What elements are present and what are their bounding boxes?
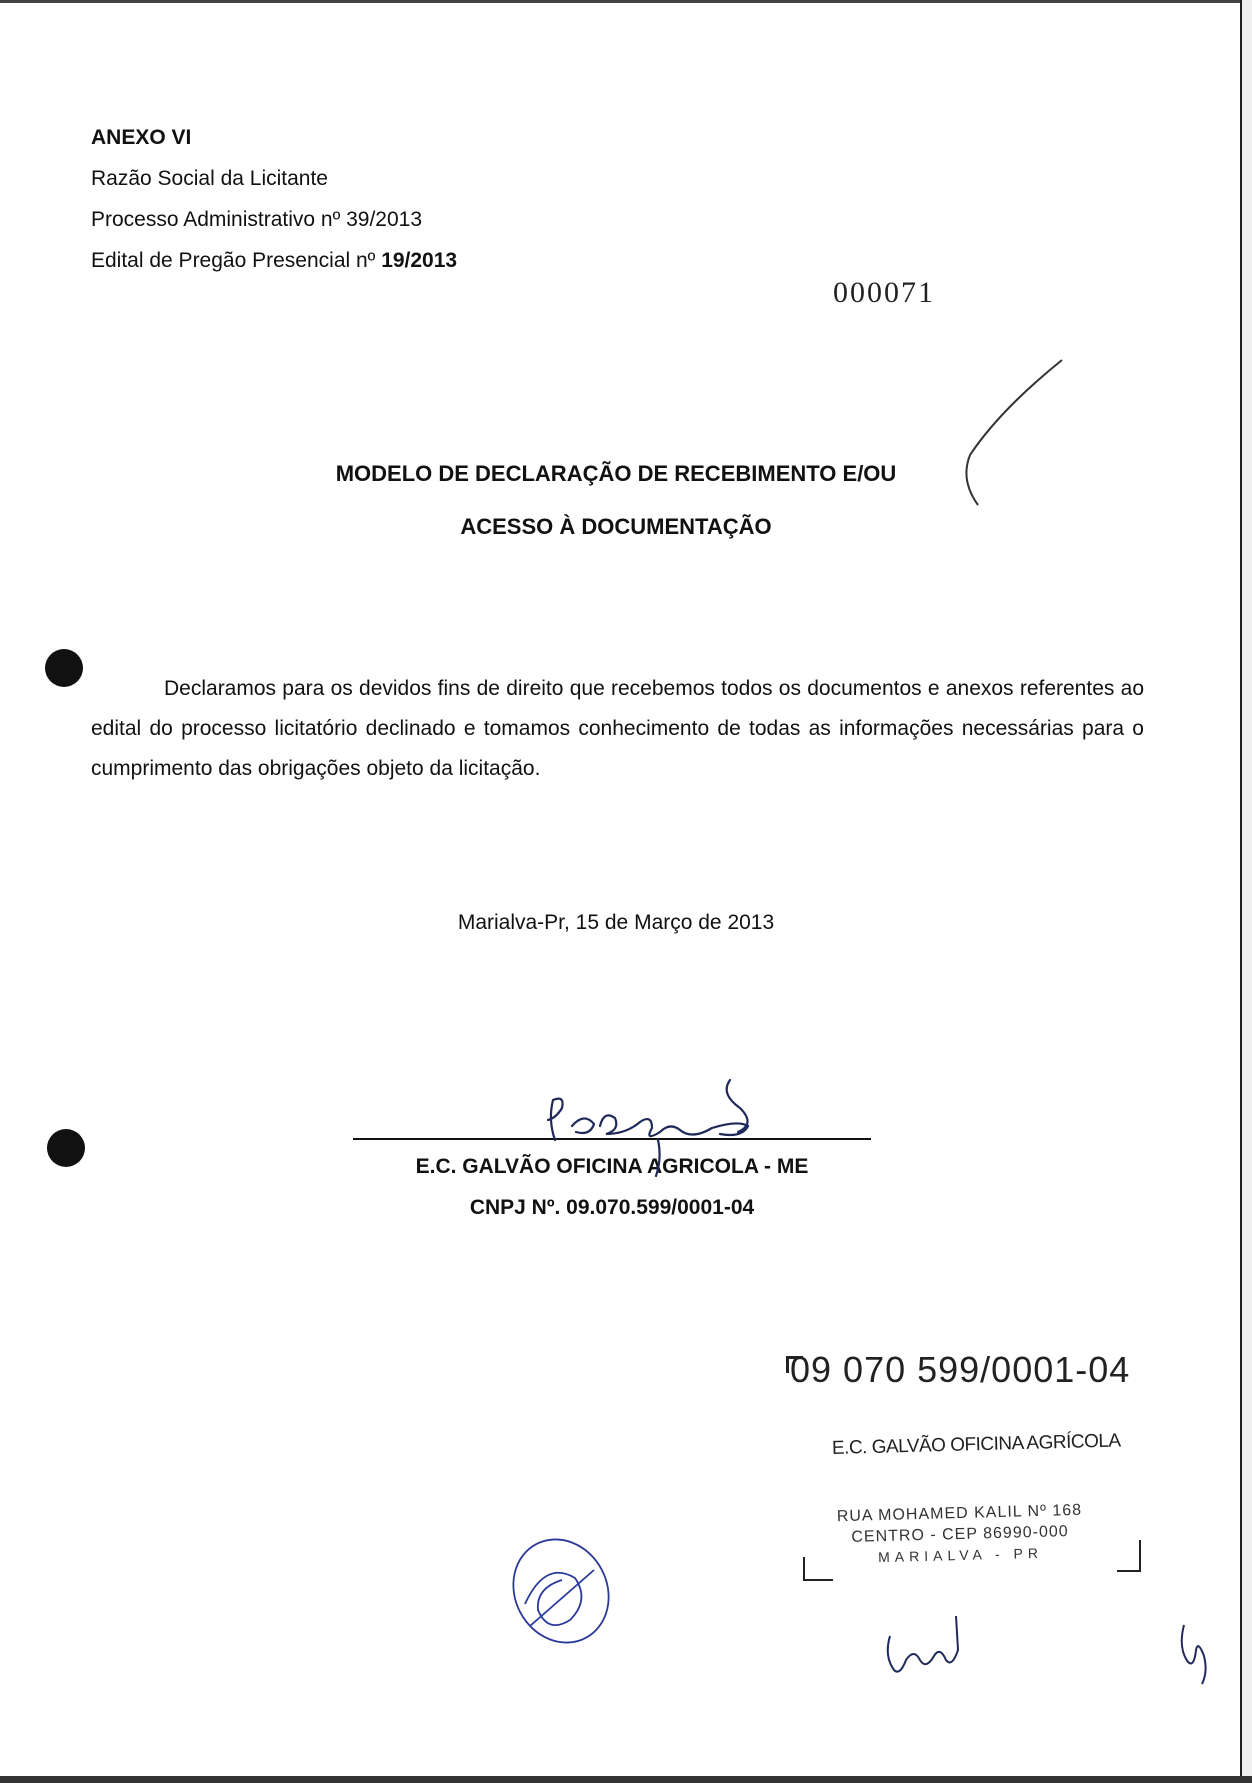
bottom-initials-2 (1182, 1625, 1206, 1684)
notice-prefix: Edital de Pregão Presencial nº (91, 249, 382, 272)
cnpj-stamp: 09 070 599/0001-04 (790, 1349, 1131, 1390)
page-number-stamp: 000071 (833, 276, 935, 309)
stamp-city: MARIALVA - PR (877, 1544, 1044, 1566)
process-number: Processo Administrativo nº 39/2013 (91, 208, 423, 231)
stamp-address-line-1: RUA MOHAMED KALIL Nº 168 (836, 1501, 1083, 1526)
stamp-address-line-2: CENTRO - CEP 86990-000 (851, 1523, 1069, 1546)
bottom-initials-1 (888, 1616, 958, 1672)
document-title-line-2: ACESSO À DOCUMENTAÇÃO (460, 514, 772, 539)
corner-check-mark (966, 360, 1062, 505)
document-title-line-1: MODELO DE DECLARAÇÃO DE RECEBIMENTO E/OU (335, 461, 897, 486)
declaration-paragraph: Declaramos para os devidos fins de direito que recebemos todos os documentos e anexos referentes ao edital do processo licitatório declinado e tomamos conhecimento de todas as informações necessárias para o cumprimento das obrigações objeto da licitação. (91, 677, 1144, 780)
notice-number: 19/2013 (381, 249, 458, 272)
date-line: Marialva-Pr, 15 de Março de 2013 (457, 911, 775, 934)
annex-title: ANEXO VI (91, 126, 192, 149)
stamp-company: E.C. GALVÃO OFICINA AGRÍCOLA (831, 1430, 1121, 1459)
company-name-label: Razão Social da Licitante (91, 167, 328, 190)
signatory-cnpj: CNPJ Nº. 09.070.599/0001-04 (469, 1196, 755, 1219)
signatory-company: E.C. GALVÃO OFICINA AGRICOLA - ME (415, 1155, 809, 1178)
handwritten-signature (548, 1080, 748, 1176)
rubric-circle (496, 1523, 627, 1660)
